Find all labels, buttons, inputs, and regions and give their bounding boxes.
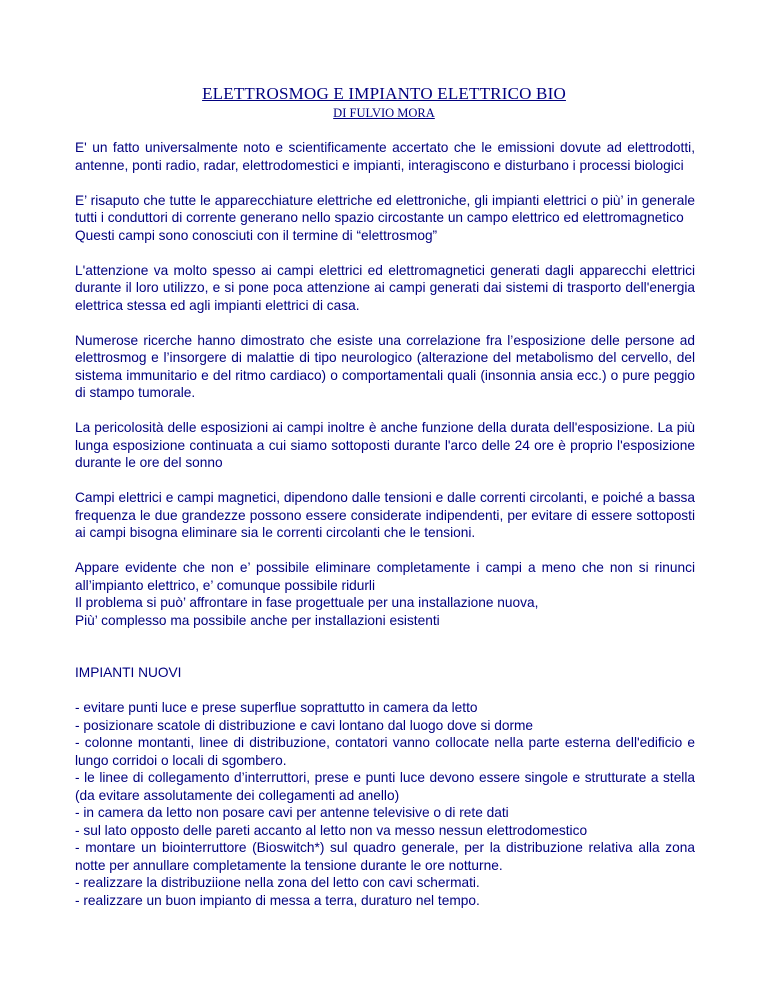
- list-item: - le linee di collegamento d’interruttori, prese e punti luce devono essere singole e strutturate a stella (da evitare assolutamente dei collegamenti ad anello): [75, 770, 695, 803]
- recommendation-list: [75, 699, 695, 909]
- paragraph-text: E’ risaputo che tutte le apparecchiature elettriche ed elettroniche, gli impianti elettrici o più’ in generale tutti i conduttori di corrente generano nello spazio circostante un campo elettrico ed elettromagnetico: [75, 192, 695, 225]
- list-item: - colonne montanti, linee di distribuzione, contatori vanno collocate nella parte esterna dell'edificio e lungo corridoi o locali di sgombero.: [75, 735, 695, 768]
- list-item: - montare un biointerruttore (Bioswitch*) sul quadro generale, per la distribuzione relativa alla zona notte per annullare completamente la tensione durante le ore notturne.: [75, 840, 695, 873]
- paragraph-text: Appare evidente che non e’ possibile eliminare completamente i campi a meno che non si rinunci all’impianto elettrico, e’ comunque possibile ridurli: [75, 560, 695, 593]
- paragraph-intro: E' un fatto universalmente noto e scientificamente accertato che le emissioni dovute ad elettrodotti, antenne, ponti radio, radar, elettrodomestici e impianti, interagiscono e disturbano i processi biologici: [75, 140, 695, 173]
- document-author: DI FULVIO MORA: [333, 106, 435, 120]
- paragraph-text: Questi campi sono conosciuti con il termine di “elettrosmog”: [75, 227, 438, 243]
- list-item: - sul lato opposto delle pareti accanto al letto non va messo nessun elettrodomestico: [75, 822, 588, 838]
- list-item: - in camera da letto non posare cavi per antenne televisive o di rete dati: [75, 805, 509, 820]
- list-item: - posizionare scatole di distribuzione e cavi lontano dal luogo dove si dorme: [75, 717, 534, 733]
- section-heading: IMPIANTI NUOVI: [75, 665, 182, 680]
- document-title: ELETTROSMOG E IMPIANTO ELETTRICO BIO: [202, 84, 566, 103]
- paragraph-text: Il problema si può’ affrontare in fase progettuale per una installazione nuova,: [75, 595, 539, 610]
- paragraph-fields: Campi elettrici e campi magnetici, dipendono dalle tensioni e dalle correnti circolanti, e poiché a bassa frequenza le due grandezze possono essere considerate indipendenti, per evitare di essere sottoposti ai campi bisogna eliminare sia le correnti circolanti che le tensioni.: [75, 490, 695, 540]
- paragraph-elettrosmog: [75, 192, 695, 245]
- list-item: - realizzare un buon impianto di messa a terra, duraturo nel tempo.: [75, 892, 480, 908]
- paragraph-exposure: La pericolosità delle esposizioni ai campi inoltre è anche funzione della durata dell'esposizione. La più lunga esposizione continuata a cui siamo sottoposti durante l'arco delle 24 ore è proprio l'esposizione durante le ore del sonno: [75, 420, 695, 470]
- paragraph-research: Numerose ricerche hanno dimostrato che esiste una correlazione fra l’esposizione delle persone ad elettrosmog e l’insorgere di malattie di tipo neurologico (alterazione del metabolismo del cervello, del sistema immunitario e del ritmo cardiaco) o comportamentali quali (insonnia ansia ecc.) o pure peggio di stampo tumorale.: [75, 332, 695, 400]
- document-body: [75, 139, 695, 909]
- paragraph-attention: L'attenzione va molto spesso ai campi elettrici ed elettromagnetici generati dagli apparecchi elettrici durante il loro utilizzo, e si pone poca attenzione ai campi generati dai sistemi di trasporto dell'energia elettrica stessa ed agli impianti elettrici di casa.: [75, 262, 695, 313]
- list-item: - evitare punti luce e prese superflue soprattutto in camera da letto: [75, 700, 478, 715]
- list-item: - realizzare la distribuziione nella zona del letto con cavi schermati.: [75, 875, 480, 890]
- paragraph-reduction: [75, 559, 695, 629]
- paragraph-text: Più’ complesso ma possibile anche per installazioni esistenti: [75, 612, 440, 628]
